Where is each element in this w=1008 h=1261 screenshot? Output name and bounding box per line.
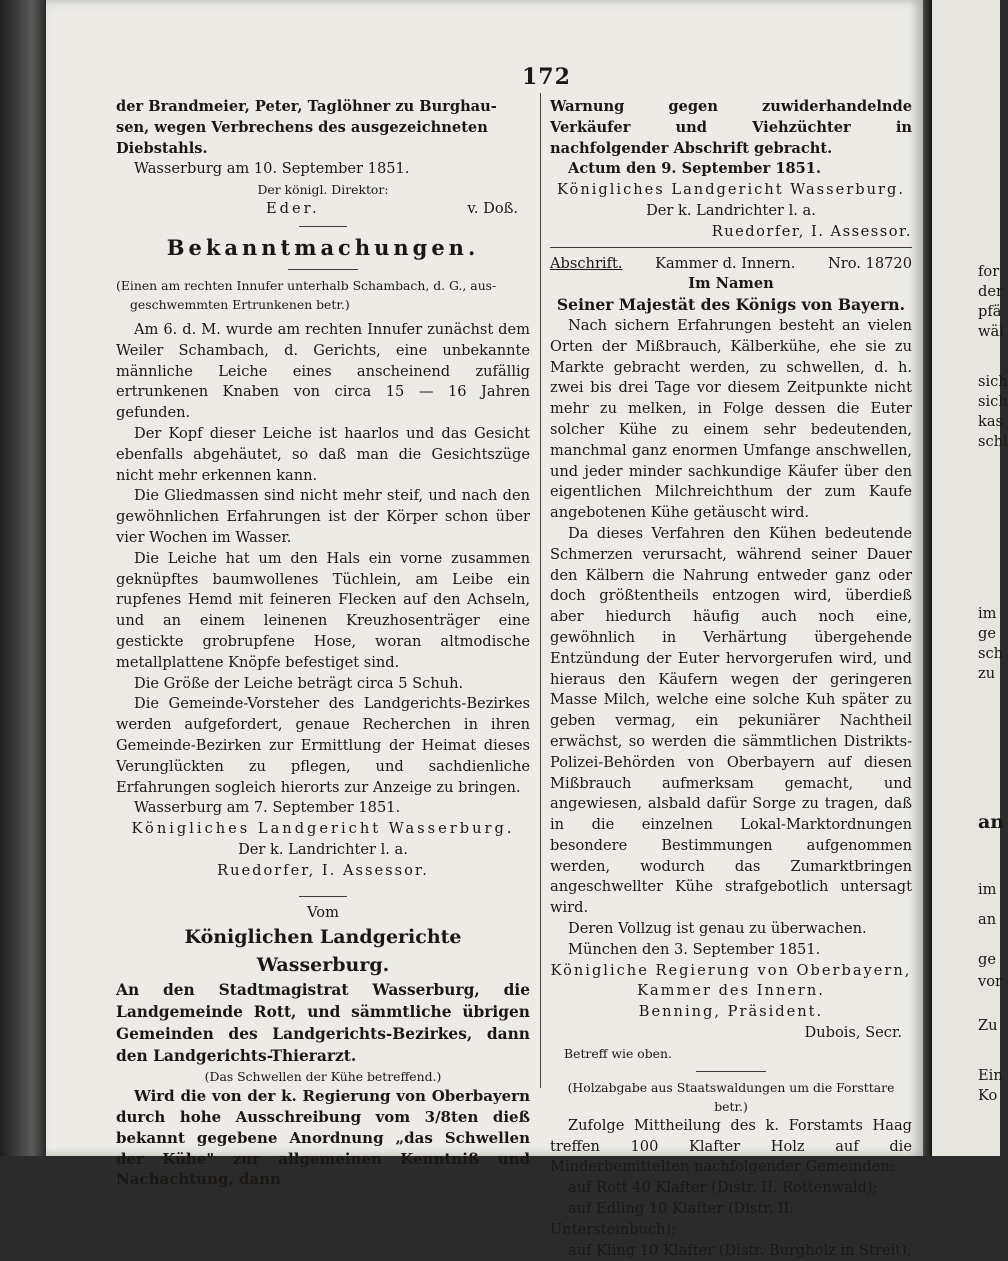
paragraph: Die Gemeinde-Vorsteher des Landgerichts-Bezirkes werden aufgefordert, genaue Recherchen in ihren Gemeinde-Bezirken zur Ermittlung der Heimat dieses Verunglückten zu pflegen, und sachdienliche Erfahrungen sogleich hierorts zur Anzeige zu bringen. <box>116 695 530 796</box>
left-column <box>116 97 530 1190</box>
next-page-fragment: Zu <box>978 1017 998 1034</box>
signature-row <box>116 199 530 220</box>
book-gutter <box>923 0 932 1156</box>
place-date: München den 3. September 1851. <box>568 940 821 958</box>
paragraph: Warnung gegen zuwiderhandelnde Verkäufer und Viehzüchter in nachfolgender Abschrift gebracht. <box>550 98 912 157</box>
paragraph: Wird die von der k. Regierung von Oberbayern durch hohe Ausschreibung vom 3/8ten dieß bekannt gegebene Anordnung „das Schwellen der Kühe" zur allgemeinen Kenntniß und Nachachtung, dann <box>116 1087 530 1189</box>
actum-line: Actum den 9. September 1851. <box>568 160 822 178</box>
government-name: Königliche Regierung von Oberbayern, <box>550 961 912 979</box>
paragraph: Die Gliedmassen sind nicht mehr steif, und nach den gewöhnlichen Erfahrungen ist der Körper schon über vier Wochen im Wasser. <box>116 487 530 546</box>
judge-title: Der k. Landrichter l. a. <box>238 840 408 858</box>
paragraph: Deren Vollzug ist genau zu überwachen. <box>568 920 867 938</box>
next-page-fragment: pfä <box>978 303 1002 320</box>
subject-line: geschwemmten Ertrunkenen betr.) <box>130 296 350 312</box>
next-page-fragment: vor <box>978 973 1003 990</box>
next-page-fragment: der <box>978 283 1003 300</box>
secretary-name: v. Doß. <box>467 200 518 218</box>
chamber-label: Kammer d. Innern. <box>655 254 796 272</box>
next-page-fragment: wäl <box>978 323 1004 340</box>
im-namen: Im Namen <box>688 275 774 293</box>
right-column <box>550 97 912 1261</box>
intro-line: sen, wegen Verbrechens des ausgezeichneten Diebstahls. <box>116 118 488 157</box>
paragraph: Da dieses Verfahren den Kühen bedeutende Schmerzen verursacht, während seiner Dauer den Kälbern die Nahrung entweder ganz oder doch größtentheils entzogen wird, überdieß aber hiedurch häufig auch noch eine, gewöhnlich in Verhärtung übergehende Entzündung der Euter hervorgerufen wird, und hieraus den Käufern wegen der geringeren Masse Milch, welche eine solche Kuh später zu geben vermag, ein pekuniärer Nachtheil erwächst, so werden die sämmtlichen Distrikts-Polizei-Behörden von Oberbayern auf diesen Mißbrauch aufmerksam gemacht, und angewiesen, alsbald dafür Sorge zu tragen, daß in die einzelnen Lokal-Marktordnungen besondere Bestimmungen aufgenommen werden, wodurch das Zumarktbringen angeschwellter Kühe strafgebotlich untersagt wird. <box>550 524 912 917</box>
director-name: Eder. <box>266 200 320 218</box>
subject-line: (Das Schwellen der Kühe betreffend.) <box>204 1069 442 1085</box>
rule <box>299 896 347 897</box>
judge-title: Der k. Landrichter l. a. <box>646 201 816 219</box>
government-chamber: Kammer des Innern. <box>637 982 825 1000</box>
place-date: Wasserburg am 10. September 1851. <box>134 160 410 178</box>
next-page-fragment: im <box>978 605 997 622</box>
next-page-fragment: an <box>978 811 1005 833</box>
next-page-fragment: sich <box>978 393 1008 410</box>
copy-header <box>550 254 912 275</box>
reference-line: Betreff wie oben. <box>564 1045 672 1061</box>
judge-name: Ruedorfer, I. Assessor. <box>217 861 429 879</box>
next-page-fragment: Ein <box>978 1067 1003 1084</box>
number-label: Nro. 18720 <box>828 254 912 272</box>
next-page-fragment: sich <box>978 373 1008 390</box>
paragraph: Zufolge Mittheilung des k. Forstamts Haag treffen 100 Klafter Holz auf die Minderbemittelten nachfolgender Gemeinden: <box>550 1116 912 1176</box>
president-name: Benning, Präsident. <box>638 1003 824 1021</box>
next-page-fragment: for <box>978 263 1000 280</box>
document-page <box>46 0 923 1259</box>
column-divider <box>540 93 541 1088</box>
list-item: auf Edling 10 Klafter (Distr. II. Untersteinbuch); <box>550 1200 795 1238</box>
court-heading: Königlichen Landgerichte Wasserburg. <box>184 926 462 977</box>
next-page-fragment: ge <box>978 625 996 642</box>
rule <box>696 1071 766 1072</box>
rule <box>288 269 358 270</box>
director-title: Der königl. Direktor: <box>257 182 389 198</box>
address-block: An den Stadtmagistrat Wasserburg, die Landgemeinde Rott, und sämmtliche übrigen Gemeinden des Landgerichts-Bezirkes, dann den Landgerichts-Thierarzt. <box>116 981 530 1066</box>
next-page-fragment: sch <box>978 645 1004 662</box>
paragraph: Die Leiche hat um den Hals ein vorne zusammen geknüpftes baumwollenes Tüchlein, am Leibe ein rupfenes Hemd mit feineren Flecken auf den Achseln, und an einem leinenen Kreuzhosenträger eine gestickte grobrupfene Hose, woran altmodische metallplattene Knöpfe befestiget sind. <box>116 549 530 671</box>
next-page-fragment: im <box>978 881 997 898</box>
paragraph: Nach sichern Erfahrungen besteht an vielen Orten der Mißbrauch, Kälberkühe, ehe sie zu Markte gebracht werden, zu schwellen, d. h. zwei bis drei Tage vor diesem Zeitpunkte nicht mehr zu melken, in Folge dessen die Euter solcher Kühe zu einem sehr bedeutenden, manchmal ganz enormen Umfange anschwellen, und jeder minder sachkundige Käufer über den eigentlichen Milchreichthum der zum Kaufe angebotenen Kühe getäuscht wird. <box>550 316 912 522</box>
intro-line: der Brandmeier, Peter, Taglöhner zu Burghau- <box>116 98 497 115</box>
next-page-fragment: an <box>978 911 997 928</box>
next-page-fragment: zu <box>978 665 996 682</box>
list-item: auf Kling 10 Klafter (Distr. Burgholz in Streit); <box>568 1241 912 1259</box>
copy-label: Abschrift. <box>550 254 623 272</box>
court-name: Königliches Landgericht Wasserburg. <box>131 820 515 838</box>
next-page-fragment: kas <box>978 413 1004 430</box>
subject-line: (Einen am rechten Innufer unterhalb Schambach, d. G., aus- <box>116 277 497 293</box>
next-page-fragment: ge <box>978 951 996 968</box>
next-page-fragment: Ko <box>978 1087 998 1104</box>
rule <box>550 247 912 248</box>
page-number: 172 <box>522 64 571 90</box>
judge-name: Ruedorfer, I. Assessor. <box>711 222 912 240</box>
next-page-edge <box>932 0 1008 1156</box>
vom-label: Vom <box>307 903 339 921</box>
majesty-line: Seiner Majestät des Königs von Bayern. <box>556 295 906 315</box>
paragraph: Die Größe der Leiche beträgt circa 5 Schuh. <box>134 674 464 692</box>
scan-edge <box>0 0 46 1156</box>
paragraph: Der Kopf dieser Leiche ist haarlos und das Gesicht ebenfalls abgehäutet, so daß man die Gesichtszüge nicht mehr erkennen kann. <box>116 424 530 484</box>
rule <box>299 226 347 227</box>
paragraph: Am 6. d. M. wurde am rechten Innufer zunächst dem Weiler Schambach, d. Gerichts, eine unbekannte männliche Leiche eines anscheinend zufällig ertrunkenen Knaben von circa 15 — 16 Jahren gefunden. <box>116 320 530 422</box>
section-heading: Bekanntmachungen. <box>166 234 480 260</box>
place-date: Wasserburg am 7. September 1851. <box>134 799 401 817</box>
subject-line: (Holzabgabe aus Staatswaldungen um die Forsttare betr.) <box>567 1079 895 1114</box>
list-item: auf Rott 40 Klafter (Distr. II. Rottenwald); <box>568 1179 878 1197</box>
secretary-name: Dubois, Secr. <box>804 1024 902 1042</box>
court-name: Königliches Landgericht Wasserburg. <box>557 181 905 199</box>
next-page-fragment: schl <box>978 433 1008 450</box>
